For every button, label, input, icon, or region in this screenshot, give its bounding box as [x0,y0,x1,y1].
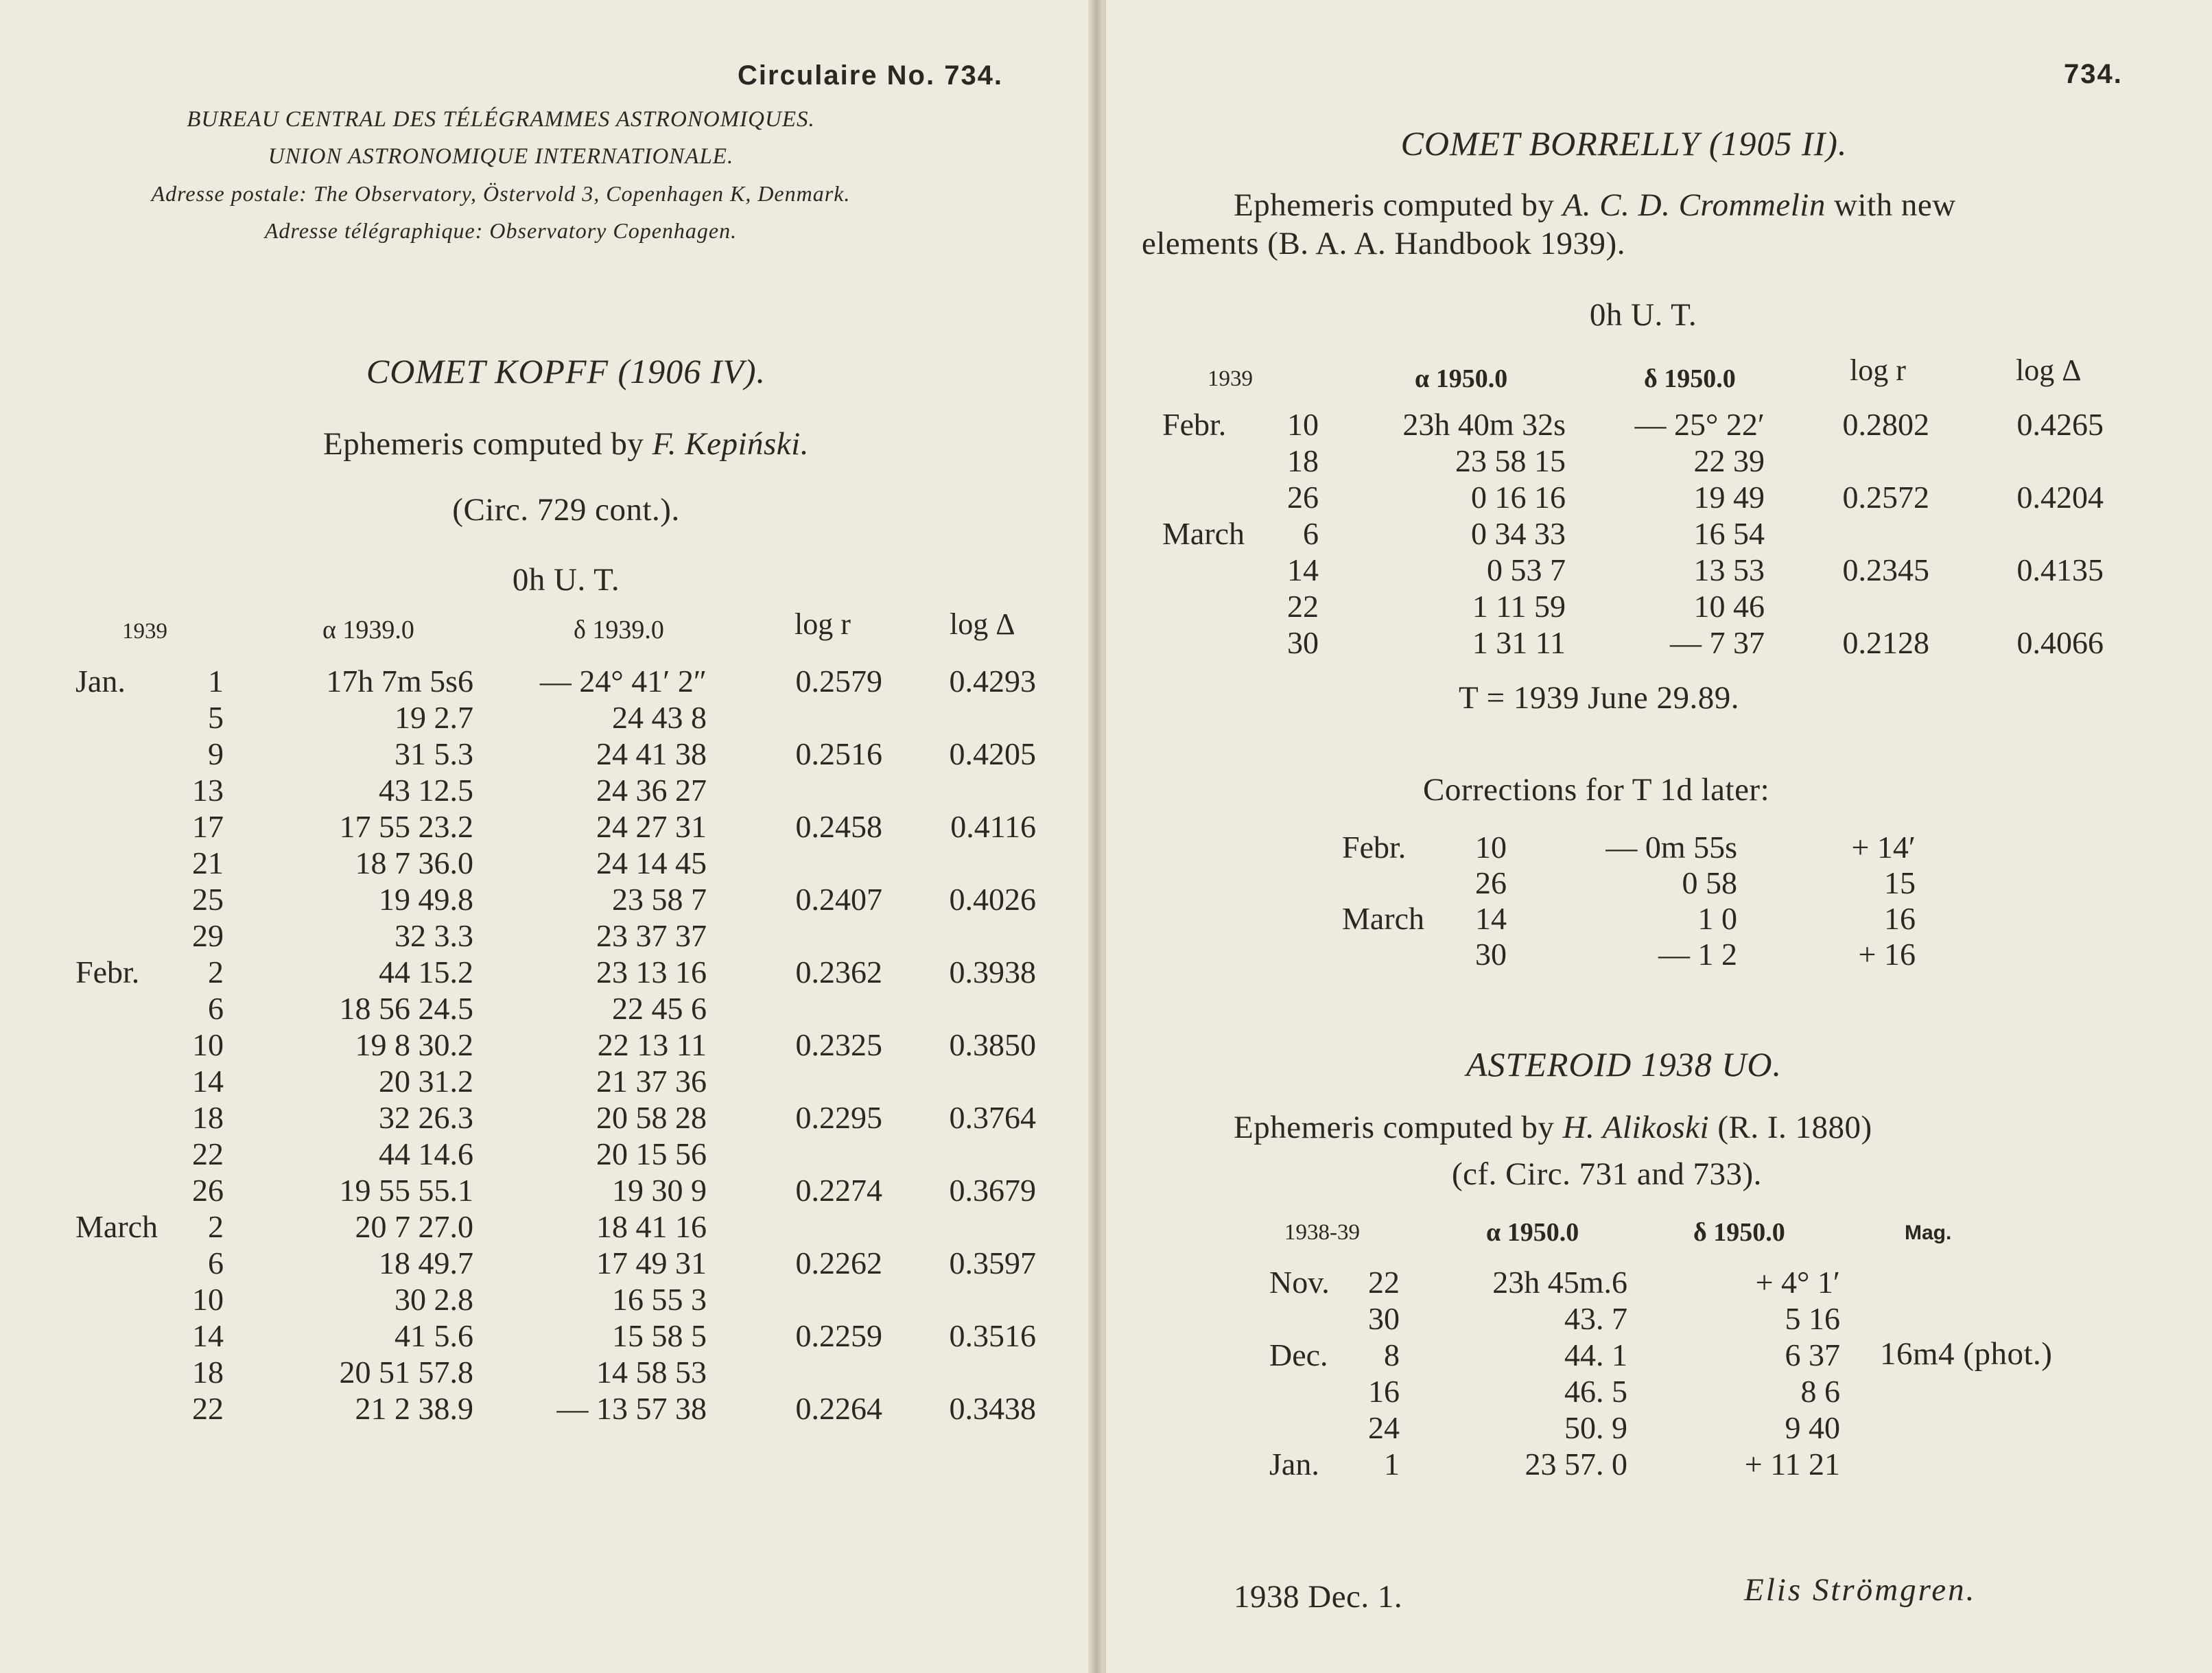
row-day: 10 [192,1282,224,1317]
asteroid-ephemeris-table [1106,0,2212,1673]
ephemeris-prefix: Ephemeris computed by [323,426,644,462]
row-right-ascension: 32 3.3 [395,918,473,953]
row-month: March [1162,516,1245,551]
row-log-r: 0.2802 [1842,407,1929,442]
row-day: 6 [208,1245,224,1280]
row-log-delta: 0.3438 [949,1391,1036,1426]
row-month: Febr. [1162,407,1227,442]
kopff-ephemeris-table [0,0,1098,1673]
row-declination-correction: + 14′ [1851,830,1916,865]
row-log-delta: 0.4116 [950,809,1036,844]
row-day: 2 [208,955,224,990]
row-declination: 5 16 [1785,1301,1840,1336]
row-log-delta: 0.3938 [949,955,1036,990]
row-day: 14 [192,1318,224,1353]
col-mag: Mag. [1905,1221,1952,1244]
row-day: 30 [1287,625,1319,660]
row-right-ascension: 19 49.8 [379,882,473,917]
perihelion-time: T = 1939 June 29.89. [1459,680,1740,716]
row-declination: 21 37 36 [596,1064,707,1099]
row-day: 29 [192,918,224,953]
borrelly-elements-source: elements (B. A. A. Handbook 1939). [1142,226,1625,261]
row-day: 26 [192,1173,224,1208]
row-declination: 9 40 [1785,1410,1840,1445]
row-log-delta: 0.3679 [949,1173,1036,1208]
footer-signature: Elis Strömgren. [1744,1572,1977,1608]
row-right-ascension: 19 2.7 [395,700,473,735]
row-declination: 22 13 11 [597,1027,707,1062]
row-month: Febr. [75,955,140,990]
row-day: 21 [192,845,224,880]
row-right-ascension: 17 55 23.2 [339,809,473,844]
ut-label: 0h U. T. [512,562,620,598]
asteroid-title: ASTEROID 1938 UO. [1466,1045,1782,1084]
row-month: Dec. [1269,1337,1328,1372]
row-day: 24 [1368,1410,1400,1445]
row-day: 22 [1368,1265,1400,1300]
row-declination: 17 49 31 [596,1245,707,1280]
row-day: 1 [1384,1447,1400,1482]
ephemeris-prefix: Ephemeris computed by [1234,1110,1555,1145]
row-day: 22 [192,1136,224,1171]
row-log-r: 0.2295 [795,1100,882,1135]
row-log-delta: 0.3850 [949,1027,1036,1062]
row-declination: 20 58 28 [596,1100,707,1135]
row-declination: 24 14 45 [596,845,707,880]
row-right-ascension-correction: 0 58 [1682,865,1737,900]
row-declination: 23 37 37 [596,918,707,953]
row-right-ascension: 18 7 36.0 [355,845,473,880]
row-log-delta: 0.4026 [949,882,1036,917]
row-log-r: 0.2458 [795,809,882,844]
row-log-r: 0.2362 [795,955,882,990]
row-log-r: 0.2407 [795,882,882,917]
row-month: Jan. [1269,1447,1319,1482]
row-log-r: 0.2516 [795,736,882,771]
col-log-r: log r [1850,353,1906,387]
row-declination: + 4° 1′ [1755,1265,1840,1300]
row-log-delta: 0.3764 [949,1100,1036,1135]
borrelly-ut-label: 0h U. T. [1589,297,1697,333]
row-right-ascension: 44 15.2 [379,955,473,990]
row-declination: 24 27 31 [596,809,707,844]
row-declination: 18 41 16 [596,1209,707,1244]
footer-date: 1938 Dec. 1. [1234,1579,1403,1615]
ephemeris-author: F. Kepiński. [652,426,809,462]
row-right-ascension: 20 7 27.0 [355,1209,473,1244]
col-ra: α 1950.0 [1415,364,1508,393]
comet-borrelly-title: COMET BORRELLY (1905 II). [1400,124,1848,163]
row-right-ascension: 30 2.8 [395,1282,473,1317]
row-declination: 19 30 9 [612,1173,707,1208]
row-declination: 14 58 53 [596,1355,707,1390]
row-log-r: 0.2274 [795,1173,882,1208]
row-declination: 23 58 7 [612,882,707,917]
col-dec: δ 1950.0 [1693,1218,1785,1247]
row-right-ascension: 20 31.2 [379,1064,473,1099]
row-declination-correction: + 16 [1858,937,1916,972]
row-day: 30 [1475,937,1507,972]
col-dec: δ 1939.0 [574,616,664,644]
ephemeris-suffix: with new [1834,187,1956,223]
col-year: 1938-39 [1284,1220,1360,1245]
row-declination: 15 58 5 [612,1318,707,1353]
row-day: 10 [1475,830,1507,865]
row-right-ascension: 43 12.5 [379,773,473,808]
row-right-ascension: 18 56 24.5 [339,991,473,1026]
row-declination: 22 45 6 [612,991,707,1026]
asteroid-circ-reference: (cf. Circ. 731 and 733). [1452,1156,1762,1192]
col-log-r: log r [795,607,851,641]
row-declination: 6 37 [1785,1337,1840,1372]
corrections-title: Corrections for T 1d later: [1423,772,1770,808]
row-right-ascension: 0 53 7 [1487,552,1566,587]
row-right-ascension: 21 2 38.9 [355,1391,473,1426]
row-month: Jan. [75,664,126,699]
row-day: 10 [192,1027,224,1062]
row-right-ascension: 20 51 57.8 [339,1355,473,1390]
row-right-ascension: 1 31 11 [1472,625,1566,660]
row-right-ascension: 44. 1 [1564,1337,1627,1372]
row-right-ascension: 32 26.3 [379,1100,473,1135]
row-right-ascension: 44 14.6 [379,1136,473,1171]
comet-kopff-title: COMET KOPFF (1906 IV). [366,352,766,390]
row-log-delta: 0.4293 [949,664,1036,699]
row-day: 22 [1287,589,1319,624]
row-log-r: 0.2264 [795,1391,882,1426]
ephemeris-prefix: Ephemeris computed by [1234,187,1555,223]
row-day: 13 [192,773,224,808]
page-number: 734. [2064,59,2123,89]
row-day: 26 [1475,865,1507,900]
row-day: 1 [208,664,224,699]
row-right-ascension: 23h 45m.6 [1492,1265,1627,1300]
ephemeris-suffix: (R. I. 1880) [1717,1110,1872,1145]
row-declination: 24 36 27 [596,773,707,808]
row-right-ascension: 50. 9 [1564,1410,1627,1445]
row-log-delta: 0.4205 [949,736,1036,771]
row-log-delta: 0.4135 [2016,552,2104,587]
row-day: 5 [208,700,224,735]
left-page [0,0,1098,1673]
row-log-r: 0.2325 [795,1027,882,1062]
row-right-ascension: 43. 7 [1564,1301,1627,1336]
row-declination: 22 39 [1693,443,1765,478]
row-right-ascension-correction: — 0m 55s [1605,830,1737,865]
row-declination: — 13 57 38 [556,1391,707,1426]
row-declination: 16 55 3 [612,1282,707,1317]
row-right-ascension: 23h 40m 32s [1402,407,1566,442]
row-right-ascension-correction: 1 0 [1697,901,1737,936]
row-day: 18 [192,1355,224,1390]
row-log-delta: 0.4265 [2016,407,2104,442]
row-month: March [75,1209,158,1244]
row-declination-correction: 16 [1884,901,1916,936]
row-month: March [1342,901,1425,936]
row-day: 18 [1287,443,1319,478]
row-day: 30 [1368,1301,1400,1336]
row-right-ascension: 41 5.6 [395,1318,473,1353]
row-log-delta: 0.4066 [2016,625,2104,660]
row-day: 17 [192,809,224,844]
row-right-ascension: 0 34 33 [1471,516,1566,551]
row-right-ascension: 17h 7m 5s6 [326,664,473,699]
right-page [1106,0,2212,1673]
col-log-delta: log Δ [950,607,1015,641]
row-day: 8 [1384,1337,1400,1372]
telegraphic-address: Adresse télégraphique: Observatory Copenhagen. [264,218,738,243]
row-log-r: 0.2579 [795,664,882,699]
row-declination: + 11 21 [1744,1447,1840,1482]
row-day: 2 [208,1209,224,1244]
col-dec: δ 1950.0 [1644,364,1736,393]
row-right-ascension: 23 57. 0 [1525,1447,1627,1482]
row-right-ascension: 23 58 15 [1455,443,1566,478]
col-year: 1939 [122,619,167,644]
bureau-line-2: UNION ASTRONOMIQUE INTERNATIONALE. [268,144,734,169]
row-declination: 24 41 38 [596,736,707,771]
row-declination: 13 53 [1693,552,1765,587]
row-day: 6 [208,991,224,1026]
ephemeris-author: H. Alikoski [1562,1110,1710,1145]
row-month: Febr. [1342,830,1407,865]
col-log-delta: log Δ [2016,353,2082,387]
row-day: 25 [192,882,224,917]
row-declination: 19 49 [1693,480,1765,515]
row-declination: — 7 37 [1670,625,1765,660]
circ-note: (Circ. 729 cont.). [452,492,680,528]
row-log-delta: 0.4204 [2016,480,2104,515]
row-right-ascension: 31 5.3 [395,736,473,771]
row-log-delta: 0.3597 [949,1245,1036,1280]
row-right-ascension: 46. 5 [1564,1374,1627,1409]
circular-number: Circulaire No. 734. [738,60,1004,91]
col-year: 1939 [1208,366,1253,391]
row-declination: 24 43 8 [612,700,707,735]
postal-address: Adresse postale: The Observatory, Östervold 3, Copenhagen K, Denmark. [151,181,851,206]
row-day: 6 [1303,516,1319,551]
row-day: 16 [1368,1374,1400,1409]
row-log-r: 0.2262 [795,1245,882,1280]
row-month: Nov. [1269,1265,1330,1300]
row-log-r: 0.2345 [1842,552,1929,587]
row-day: 26 [1287,480,1319,515]
row-right-ascension-correction: — 1 2 [1658,937,1737,972]
row-day: 14 [192,1064,224,1099]
row-declination: — 24° 41′ 2″ [539,664,707,699]
row-log-r: 0.2572 [1842,480,1929,515]
row-day: 14 [1287,552,1319,587]
row-declination: 10 46 [1693,589,1765,624]
row-right-ascension: 18 49.7 [379,1245,473,1280]
row-declination: — 25° 22′ [1634,407,1765,442]
row-declination: 23 13 16 [596,955,707,990]
bureau-line-1: BUREAU CENTRAL DES TÉLÉGRAMMES ASTRONOMIQUES. [187,107,815,132]
row-log-delta: 0.3516 [949,1318,1036,1353]
row-declination-correction: 15 [1884,865,1916,900]
row-declination: 8 6 [1800,1374,1840,1409]
row-right-ascension: 19 55 55.1 [339,1173,473,1208]
row-right-ascension: 19 8 30.2 [355,1027,473,1062]
row-declination: 16 54 [1693,516,1765,551]
row-day: 18 [192,1100,224,1135]
row-day: 14 [1475,901,1507,936]
asteroid-magnitude: 16m4 (phot.) [1880,1336,2053,1372]
row-right-ascension: 1 11 59 [1472,589,1566,624]
col-ra: α 1939.0 [322,616,414,644]
ephemeris-author: A. C. D. Crommelin [1562,187,1826,223]
col-ra: α 1950.0 [1486,1218,1579,1247]
row-log-r: 0.2128 [1842,625,1929,660]
row-log-r: 0.2259 [795,1318,882,1353]
row-day: 10 [1287,407,1319,442]
row-day: 22 [192,1391,224,1426]
row-day: 9 [208,736,224,771]
row-right-ascension: 0 16 16 [1471,480,1566,515]
row-declination: 20 15 56 [596,1136,707,1171]
